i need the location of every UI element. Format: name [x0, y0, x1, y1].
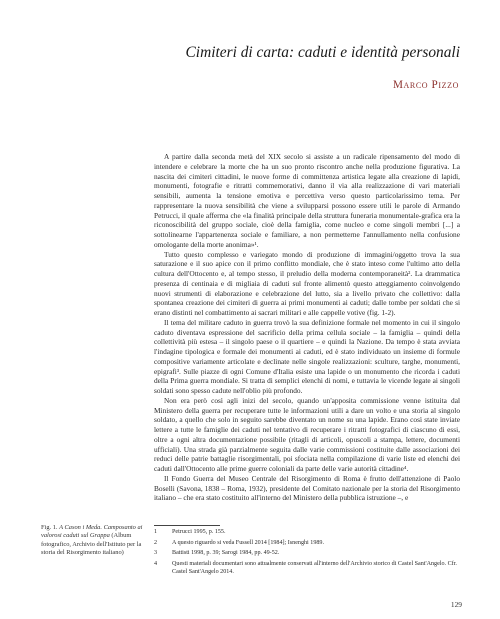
- article-body: [154, 152, 460, 503]
- footnote-text: Questi materiali documentari sono attualmente conservati all'interno dell'Archivio storico di Castel Sant'Angelo. Cfr. Castel Sant'Angelo 2014.: [172, 560, 457, 576]
- article-title: Cimiteri di carta: caduti e identità personali: [185, 44, 460, 61]
- caption-title: A Cason i Meda. Camposanto ai valorosi caduti sul Grappa: [41, 524, 143, 540]
- footnote-number: 2: [154, 539, 158, 546]
- footnote-text: Petrucci 1995, p. 155.: [172, 529, 226, 535]
- footnote: [154, 549, 460, 557]
- footnote-divider: [154, 525, 220, 526]
- body-paragraph: Il Fondo Guerra del Museo Centrale del Risorgimento di Roma è frutto dell'attenzione di Paolo Boselli (Savona, 1838 – Roma, 1932), presidente del Comitato nazionale per la storia del Risorgimento italiano – che era stato costituito all'interno del Ministero della pubblica istruzione –, e: [154, 473, 460, 503]
- footnote-number: 1: [154, 529, 158, 535]
- body-paragraph: A partire dalla seconda metà del XIX secolo si assiste a un radicale ripensamento del modo di intendere e celebrare la morte che ha un suo pronto riscontro anche nella produzione figurativa. La nascita dei cimiteri cittadini, le nuove forme di committenza artistica legate alla creazione di lapidi, monumenti, fotografie e ritratti commemorativi, danno il via alla realizzazione di vari materiali sensibili, aumenta la tensione emotiva e percettiva verso questo particolarissimo tema. Per rappresentare la nuova sensibilità che viene a svilupparsi possono essere utili le parole di Armando Petrucci, il quale afferma che «la finalità principale della struttura funeraria monumentale-grafica era la riconoscibilità del gruppo sociale, cioè della famiglia, come nucleo e come singoli membri [...] a sottolinearne l'appartenenza sociale e familiare, a non permetterne l'annullamento nella confusione omologante della morte anonima»¹.: [154, 152, 460, 249]
- footnote-number: 4: [154, 560, 158, 567]
- caption-label: Fig. 1.: [41, 524, 60, 531]
- footnote: [154, 560, 460, 577]
- body-paragraph: Tutto questo complesso e variegato mondo di produzione di immagini/oggetto trova la sua saturazione e il suo apice con il primo conflitto mondiale, che è stato inteso come l'ultimo atto della cultura dell'Ottocento e, al tempo stesso, il preludio della moderna contemporaneità². La drammatica presenza di centinaia e di migliaia di caduti sul fronte alimentò questo atteggiamento coinvolgendo nuovi strumenti di elaborazione e celebrazione del lutto, sia a livello privato che collettivo: dalla spontanea creazione dei cimiteri di guerra ai primi monumenti ai caduti; dalle tombe per soldati che si erano distinti nel combattimento ai sacrari militari e alle cappelle votive (fig. 1-2).: [154, 249, 460, 317]
- footnote-text: A questo riguardo si veda Fussell 2014 [1984]; Isnenghi 1989.: [172, 539, 324, 546]
- footnote-number: 3: [154, 550, 158, 557]
- figure-caption: [41, 524, 143, 558]
- footnote: [154, 528, 460, 536]
- caption-source: (Album fotografico, Archivio dell'Istituto per la storia del Risorgimento italiano): [41, 532, 142, 557]
- body-paragraph: Il tema del militare caduto in guerra trovò la sua definizione formale nel momento in cui il singolo caduto diventava espressione del sacrificio della prima cellula sociale – la famiglia – quindi della collettività più estesa – il singolo paese o il quartiere – e quindi la Nazione. Da tempo è stata avviata l'indagine tipologica e formale dei monumenti ai caduti, ed è stato individuato un insieme di formule compositive variamente articolate e declinate nelle singole realizzazioni: sculture, targhe, monumenti, epigrafi³. Sulle piazze di ogni Comune d'Italia esiste una lapide o un monumento che ricorda i caduti della Prima guerra mondiale. Si tratta di semplici elenchi di nomi, e tuttavia le vicende legate ai singoli soldati sono spesso cadute nell'oblio più profondo.: [154, 317, 460, 395]
- footnote-text: Battisti 1998, p. 39; Sarogi 1984, pp. 49-52.: [172, 550, 280, 557]
- page-number: 129: [450, 600, 462, 609]
- footnote: [154, 539, 460, 547]
- article-author: Marco Pizzo: [392, 79, 459, 91]
- body-paragraph: Non era però così agli inizi del secolo, quando un'apposita commissione venne istituita dal Ministero della guerra per recuperare tutte le informazioni utili a dare un volto e una storia al singolo soldato, a quello che solo in seguito sarebbe diventato un nome su una lapide. Erano così state inviate lettere a tutte le famiglie dei caduti nel tentativo di recuperare i ritratti fotografici di ciascuno di essi, oltre a ogni altra documentazione possibile (ritagli di articoli, opuscoli a stampa, lettere, documenti ufficiali). Una strada già parzialmente seguita dalle varie commissioni costituite dalle associazioni dei reduci delle patrie battaglie risorgimentali, poi sfociata nella compilazione di varie liste ed elenchi dei caduti dall'Ottocento alle prime guerre coloniali da parte delle varie autorità cittadine⁴.: [154, 395, 460, 473]
- footnotes: [154, 528, 460, 579]
